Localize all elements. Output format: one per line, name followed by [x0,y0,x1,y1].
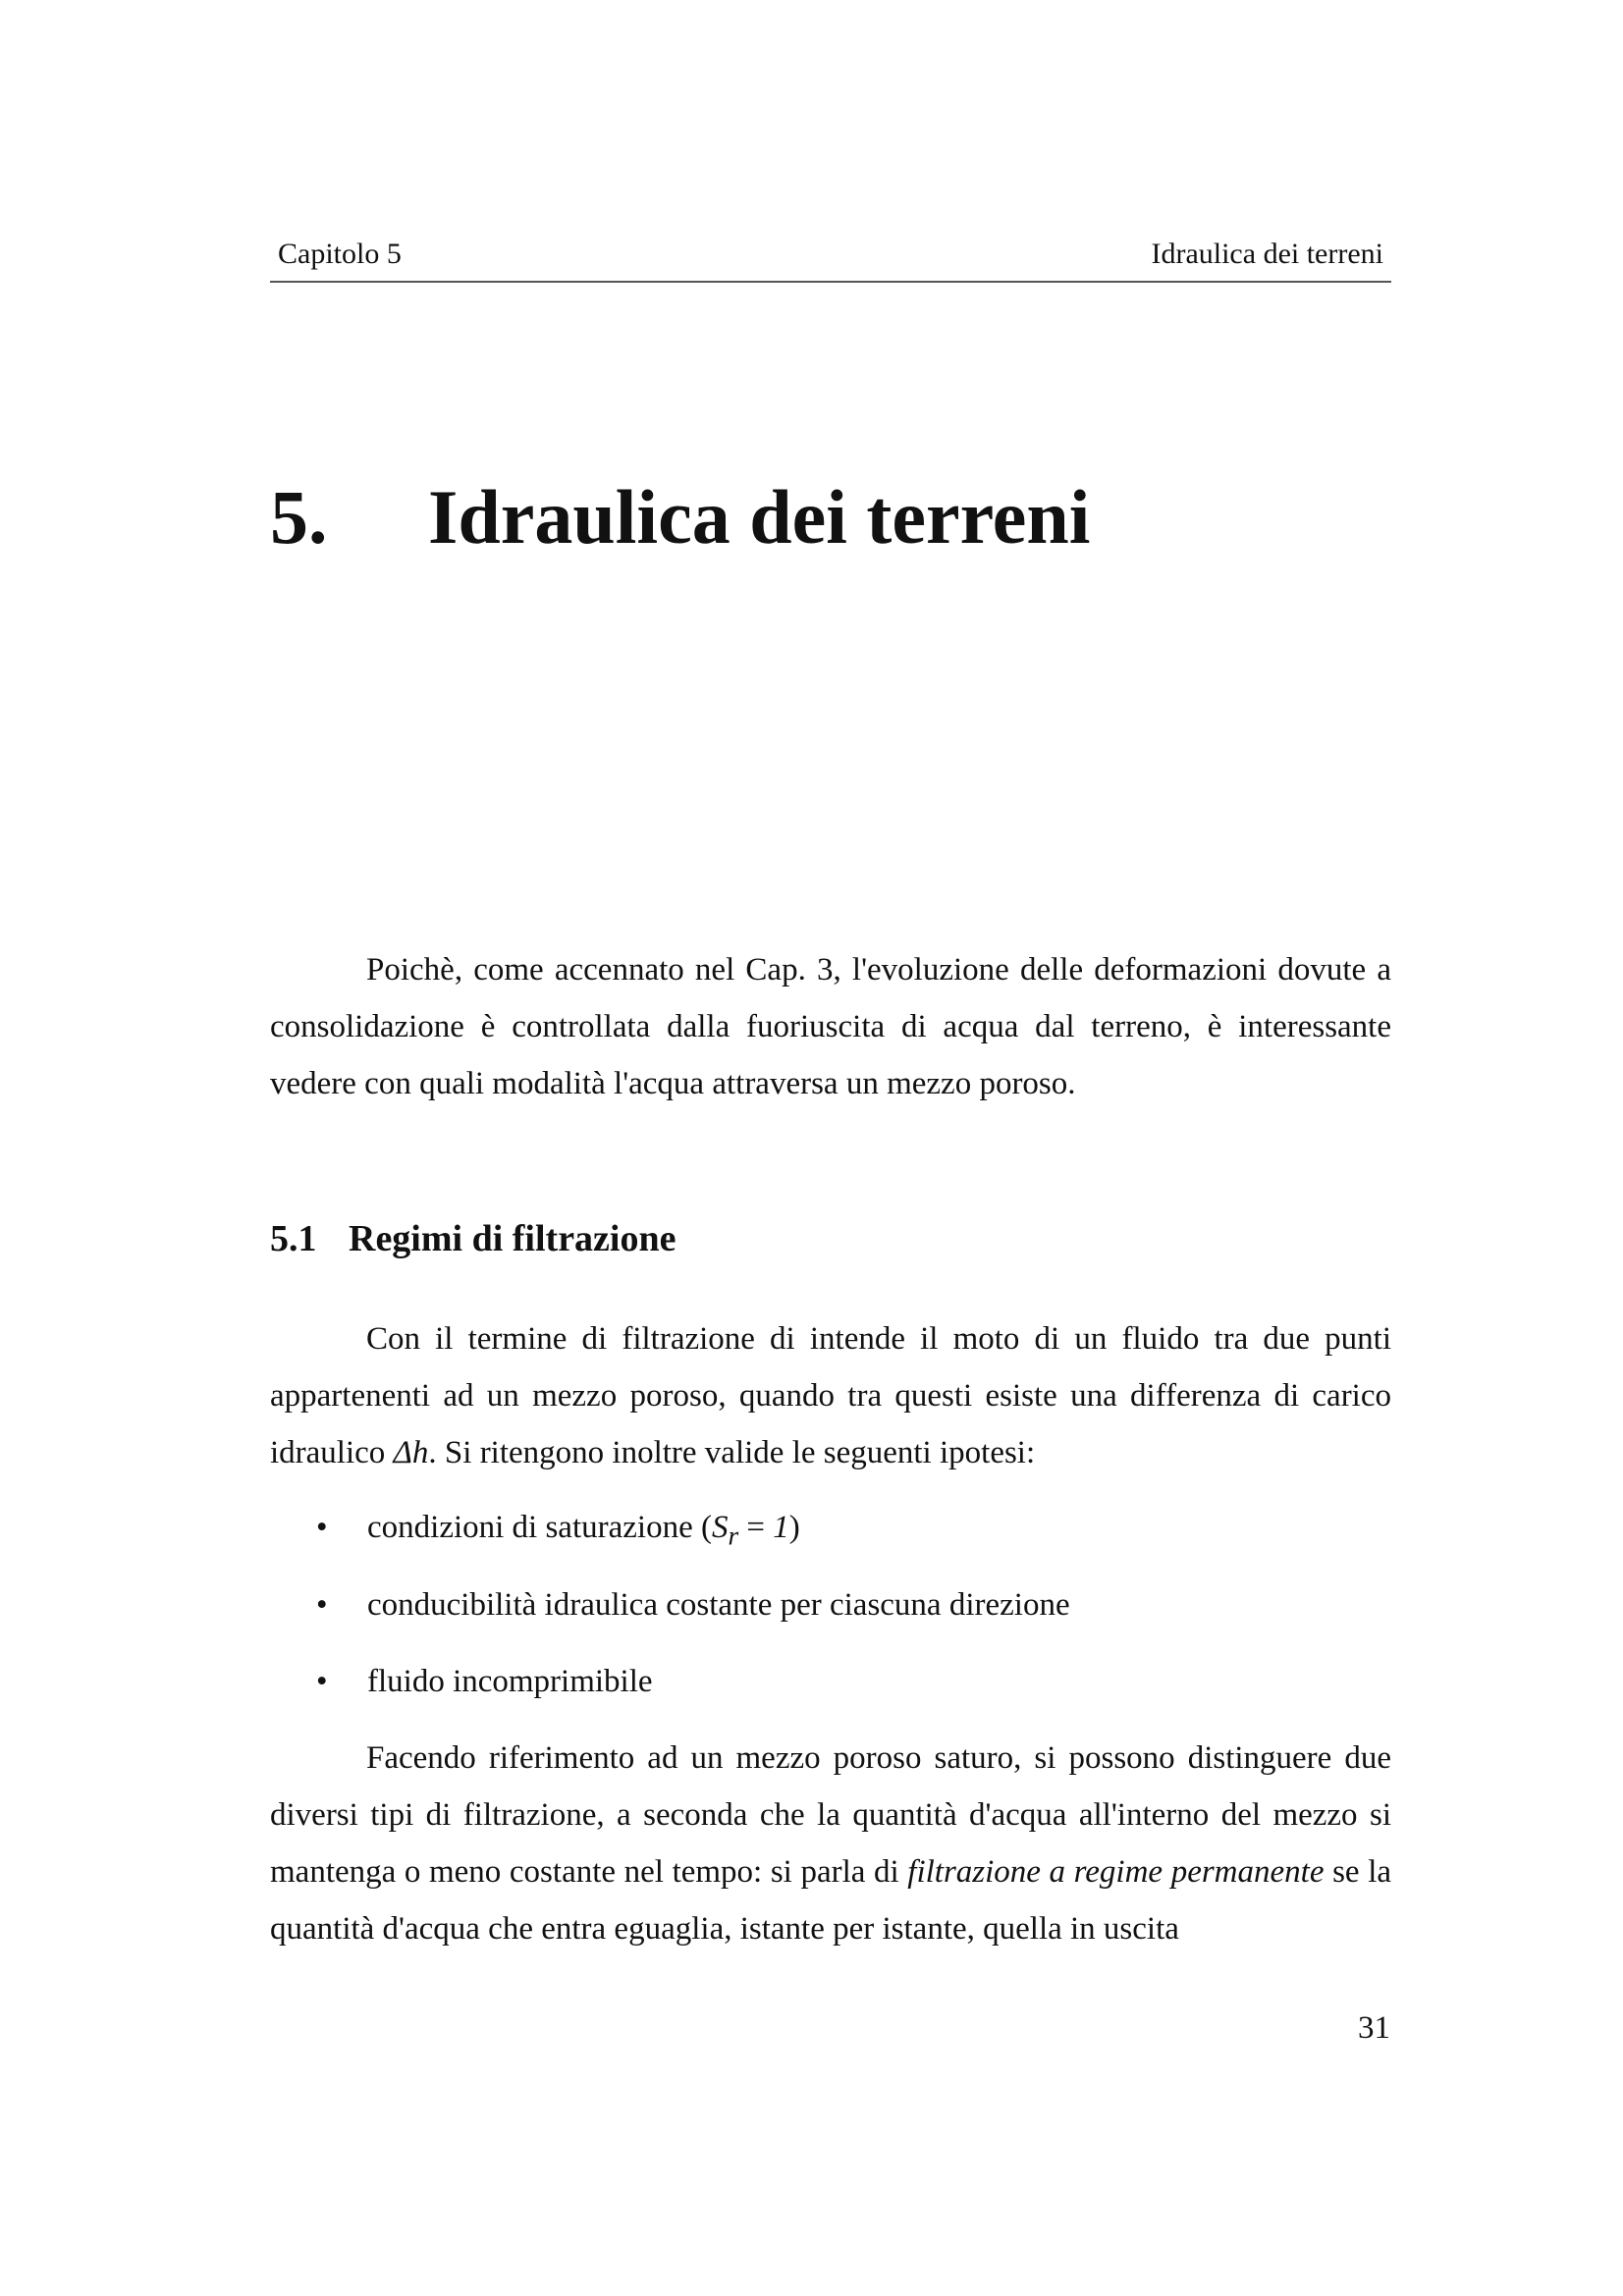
chapter-number: 5. [270,474,328,560]
bullet-icon: • [316,1510,328,1545]
facendo-emphasis: filtrazione a regime permanente [907,1854,1325,1890]
bullet-icon: • [316,1587,328,1623]
page-header [270,234,1391,283]
list-item-text: condizioni di saturazione ( [367,1510,712,1545]
section-title-text: Regimi di filtrazione [349,1218,676,1259]
facendo-paragraph [270,1730,1391,1957]
list-item [316,1576,1070,1633]
list-item-text: fluido incomprimibile [367,1664,653,1699]
facendo-text: Facendo riferimento ad un mezzo poroso saturo, si possono distinguere due diversi tipi di filtrazione, a seconda che la quantità d'acqua all'interno del mezzo si mantenga o meno costante nel tempo: si parla di [270,1740,1391,1890]
saturation-value: 1 [773,1510,789,1545]
chapter-title [270,474,1091,560]
header-chapter-label: Capitolo 5 [278,238,402,270]
page-number: 31 [1358,2010,1390,2046]
filtrazione-tail: . Si ritengono inoltre valide le seguenti ipotesi: [428,1435,1036,1470]
facendo-tail: se la quantità d'acqua che entra eguaglia, istante per istante, quella in uscita [270,1854,1392,1947]
saturation-close: ) [788,1510,800,1545]
list-item [316,1653,653,1710]
header-chapter-title: Idraulica dei terreni [1151,238,1383,270]
section-heading [270,1217,676,1260]
bullet-icon: • [316,1664,328,1699]
list-item [316,1499,800,1565]
saturation-equals: = [738,1510,774,1545]
intro-paragraph: Poichè, come accennato nel Cap. 3, l'evoluzione delle deformazioni dovute a consolidazione è controllata dalla fuoriuscita di acqua dal terreno, è interessante vedere con quali modalità l'acqua attraversa un mezzo poroso. [270,952,1391,1101]
saturation-subscript: r [728,1520,739,1551]
chapter-title-text: Idraulica dei terreni [428,474,1091,560]
list-item-text: conducibilità idraulica costante per ciascuna direzione [367,1587,1070,1623]
saturation-var: S [711,1510,729,1545]
delta-h-symbol: Δh [393,1435,429,1470]
filtrazione-text: Con il termine di filtrazione di intende il moto di un fluido tra due punti appartenenti ad un mezzo poroso, quando tra questi esiste una differenza di carico idraulico [270,1321,1391,1470]
section-number: 5.1 [270,1218,317,1259]
filtrazione-paragraph [270,1310,1391,1481]
